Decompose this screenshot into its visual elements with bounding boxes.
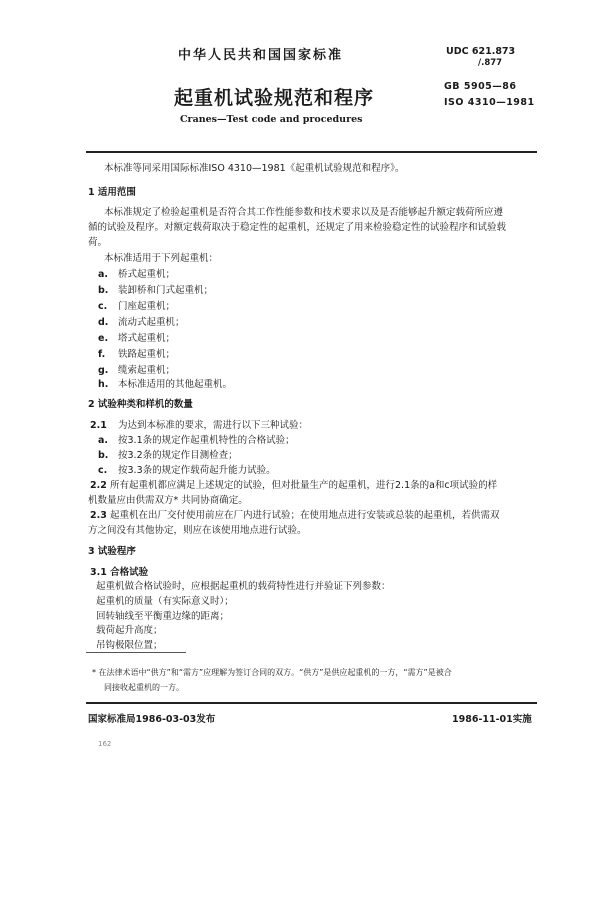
- list-marker: e.: [98, 333, 109, 344]
- clause-number: 2.3: [90, 510, 107, 521]
- header-divider: [86, 151, 537, 153]
- list-marker: b.: [98, 285, 109, 296]
- list-item: 起重机的质量（有实际意义时）；: [96, 596, 234, 607]
- section-3-heading: 3 试验程序: [88, 546, 136, 557]
- list-item: 吊钩极限位置；: [96, 640, 163, 651]
- section-1-para-line-1: 本标准规定了检验起重机是否符合其工作性能参数和技术要求以及是否能够起升额定载荷所应遵: [104, 207, 504, 218]
- gb-code: GB 5905—86: [444, 81, 517, 92]
- list-marker: c.: [98, 301, 108, 312]
- list-marker: b.: [98, 450, 109, 461]
- iso-code: ISO 4310—1981: [444, 97, 535, 108]
- list-marker: a.: [98, 269, 109, 280]
- list-item: 按3.1条的规定作起重机特性的合格试验；: [118, 435, 295, 446]
- clause-2-3-line-2: 方之间没有其他协定，则应在该使用地点进行试验。: [88, 525, 307, 536]
- document-subtitle-english: Cranes—Test code and procedures: [180, 114, 363, 125]
- clause-2-3-line-1: 起重机在出厂交付使用前应在厂内进行试验；在使用地点进行安装或总装的起重机，若供需双: [110, 510, 500, 521]
- intro-paragraph: 本标准等同采用国际标准ISO 4310—1981《起重机试验规范和程序》。: [104, 163, 405, 174]
- clause-number: 2.2: [90, 480, 107, 491]
- list-item: 载荷起升高度；: [96, 625, 163, 636]
- list-item: 回转轴线至平衡重边缘的距离；: [96, 611, 230, 622]
- list-marker: c.: [98, 465, 108, 476]
- list-marker: h.: [98, 379, 109, 390]
- clause-3-1-heading: 3.1 合格试验: [90, 567, 149, 578]
- list-item: 桥式起重机；: [118, 269, 176, 280]
- footnote-line-2: 同接收起重机的一方。: [104, 683, 184, 692]
- list-item: 本标准适用的其他起重机。: [118, 379, 233, 390]
- section-2-heading: 2 试验种类和样机的数量: [88, 399, 193, 410]
- footer-divider: [86, 702, 537, 704]
- list-item: 装卸桥和门式起重机；: [118, 285, 214, 296]
- section-1-para-line-2: 循的试验及程序。对额定载荷取决于稳定性的起重机，还规定了用来检验稳定性的试验程序和试验载: [88, 222, 507, 233]
- clause-2-2-line-1: 所有起重机都应满足上述规定的试验，但对批量生产的起重机，进行2.1条的a和c项试验的样: [110, 480, 498, 491]
- list-item: 按3.2条的规定作目测检查；: [118, 450, 238, 461]
- list-marker: f.: [98, 349, 106, 360]
- list-item: 按3.3条的规定作载荷起升能力试验。: [118, 465, 276, 476]
- udc-code: UDC 621.873: [446, 46, 516, 57]
- footnote-line-1: * 在法律术语中“供方”和“需方”应理解为签订合同的双方。“供方”是供应起重机的一方，“需方”是被合: [92, 668, 452, 677]
- list-marker: g.: [98, 365, 109, 376]
- clause-3-1-intro: 起重机做合格试验时，应根据起重机的载荷特性进行并验证下列参数：: [96, 581, 391, 592]
- clause-2-2-line-2: 机数量应由供需双方* 共同协商确定。: [88, 495, 248, 506]
- effective-date: 1986-11-01实施: [452, 714, 532, 725]
- section-1-applies-intro: 本标准适用于下列起重机：: [104, 253, 219, 264]
- section-1-para-line-3: 荷。: [88, 237, 108, 248]
- document-title: 起重机试验规范和程序: [174, 87, 375, 109]
- clause-2-1-text: 为达到本标准的要求，需进行以下三种试验：: [118, 420, 309, 431]
- udc-code-continuation: /.877: [478, 58, 503, 68]
- page-number: 162: [98, 740, 112, 748]
- standard-organization: 中华人民共和国国家标准: [178, 48, 344, 63]
- clause-number: 2.1: [90, 420, 107, 431]
- list-item: 铁路起重机；: [118, 349, 176, 360]
- section-1-heading: 1 适用范围: [88, 187, 136, 198]
- footnote-divider: [86, 652, 186, 653]
- list-marker: a.: [98, 435, 109, 446]
- list-item: 塔式起重机；: [118, 333, 176, 344]
- list-item: 流动式起重机；: [118, 317, 185, 328]
- list-item: 缆索起重机；: [118, 365, 176, 376]
- issue-date: 国家标准局1986-03-03发布: [88, 714, 216, 725]
- list-marker: d.: [98, 317, 109, 328]
- list-item: 门座起重机；: [118, 301, 176, 312]
